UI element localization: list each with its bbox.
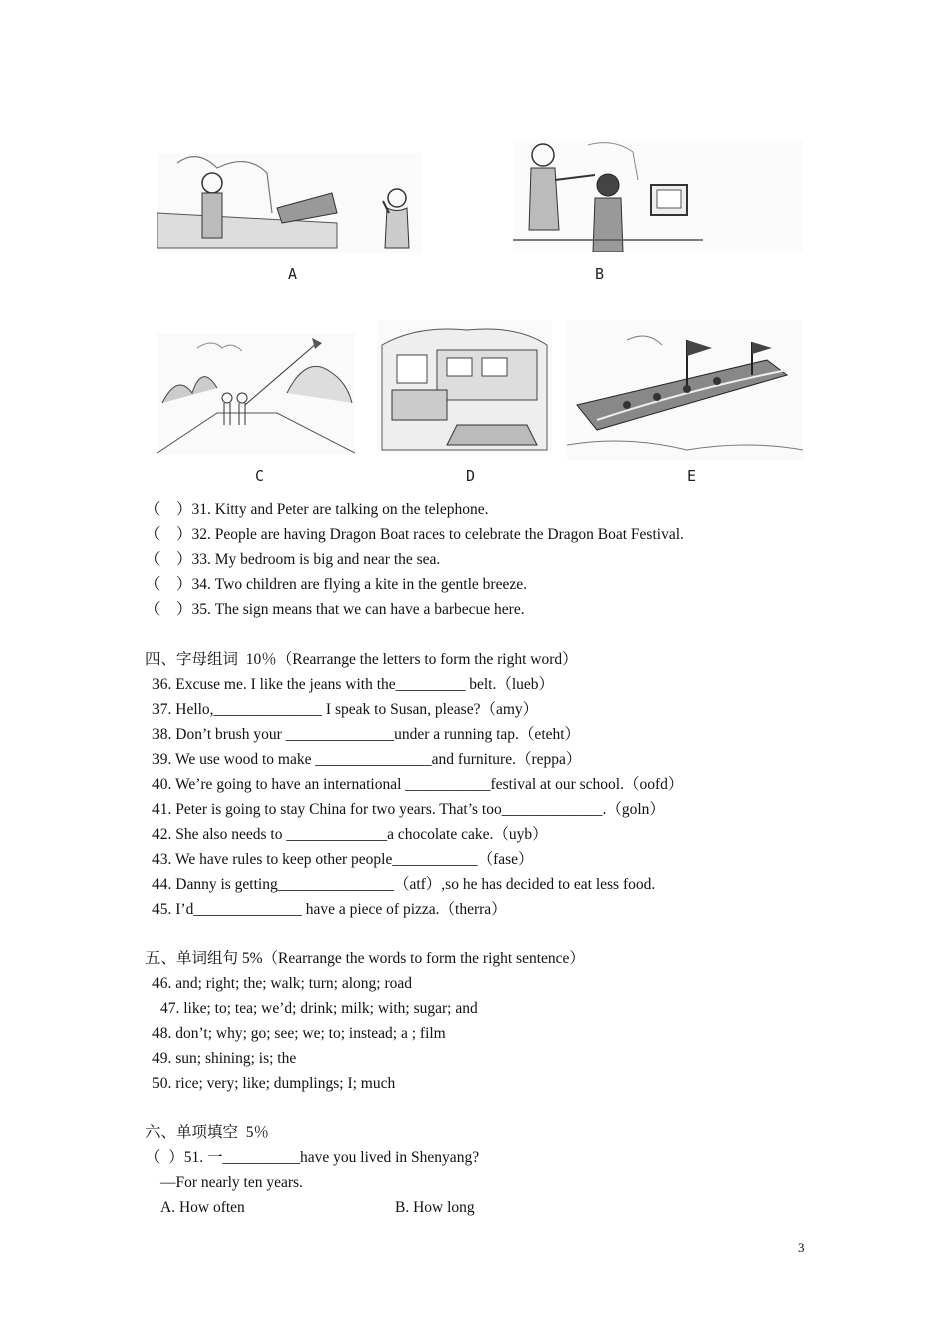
section-5-heading: 五、单词组句 5%（Rearrange the words to form the right sentence） xyxy=(145,950,585,967)
question-42: 42. She also needs to _____________a chocolate cake.（uyb） xyxy=(152,826,548,843)
picture-c xyxy=(157,333,355,455)
question-51: （ ）51. 一__________have you lived in Shenyang? xyxy=(145,1149,480,1166)
question-38: 38. Don’t brush your ______________under a running tap.（eteht） xyxy=(152,726,581,743)
picture-b xyxy=(513,140,803,252)
question-47: 47. like; to; tea; we’d; drink; milk; with; sugar; and xyxy=(160,1000,478,1017)
question-41: 41. Peter is going to stay China for two years. That’s too_____________.（goln） xyxy=(152,801,665,818)
question-34: （ ）34. Two children are flying a kite in the gentle breeze. xyxy=(145,576,527,593)
question-44: 44. Danny is getting_______________（atf）,so he has decided to eat less food. xyxy=(152,876,656,893)
question-45: 45. I’d______________ have a piece of pizza.（therra） xyxy=(152,901,507,918)
picture-e xyxy=(567,320,803,460)
picture-a xyxy=(157,153,422,253)
picture-label-d: D xyxy=(466,467,476,485)
question-39: 39. We use wood to make _______________and furniture.（reppa） xyxy=(152,751,582,768)
question-32: （ ）32. People are having Dragon Boat races to celebrate the Dragon Boat Festival. xyxy=(145,526,684,543)
question-48: 48. don’t; why; go; see; we; to; instead; a ; film xyxy=(152,1025,446,1042)
question-35: （ ）35. The sign means that we can have a barbecue here. xyxy=(145,601,525,618)
question-40: 40. We’re going to have an international ___________festival at our school.（oofd） xyxy=(152,776,684,793)
picture-d xyxy=(377,320,552,452)
option-a: A. How often xyxy=(160,1199,245,1216)
picture-label-b: B xyxy=(595,265,605,283)
section-4-heading: 四、字母组词 10％（Rearrange the letters to form the right word） xyxy=(145,651,578,668)
page-number: 3 xyxy=(798,1240,805,1255)
question-37: 37. Hello,______________ I speak to Susan, please?（amy） xyxy=(152,701,539,718)
question-51-answer: —For nearly ten years. xyxy=(160,1174,303,1191)
question-43: 43. We have rules to keep other people___________（fase） xyxy=(152,851,534,868)
question-33: （ ）33. My bedroom is big and near the sea. xyxy=(145,551,441,568)
section-6-heading: 六、单项填空 5％ xyxy=(145,1124,270,1141)
question-49: 49. sun; shining; is; the xyxy=(152,1050,297,1067)
picture-label-e: E xyxy=(687,467,697,485)
question-31: （ ）31. Kitty and Peter are talking on the telephone. xyxy=(145,501,489,518)
picture-label-a: A xyxy=(288,265,298,283)
question-36: 36. Excuse me. I like the jeans with the_________ belt.（lueb） xyxy=(152,676,555,693)
question-46: 46. and; right; the; walk; turn; along; road xyxy=(152,975,413,992)
picture-label-c: C xyxy=(255,467,265,485)
option-b: B. How long xyxy=(395,1199,475,1216)
question-50: 50. rice; very; like; dumplings; I; much xyxy=(152,1075,396,1092)
